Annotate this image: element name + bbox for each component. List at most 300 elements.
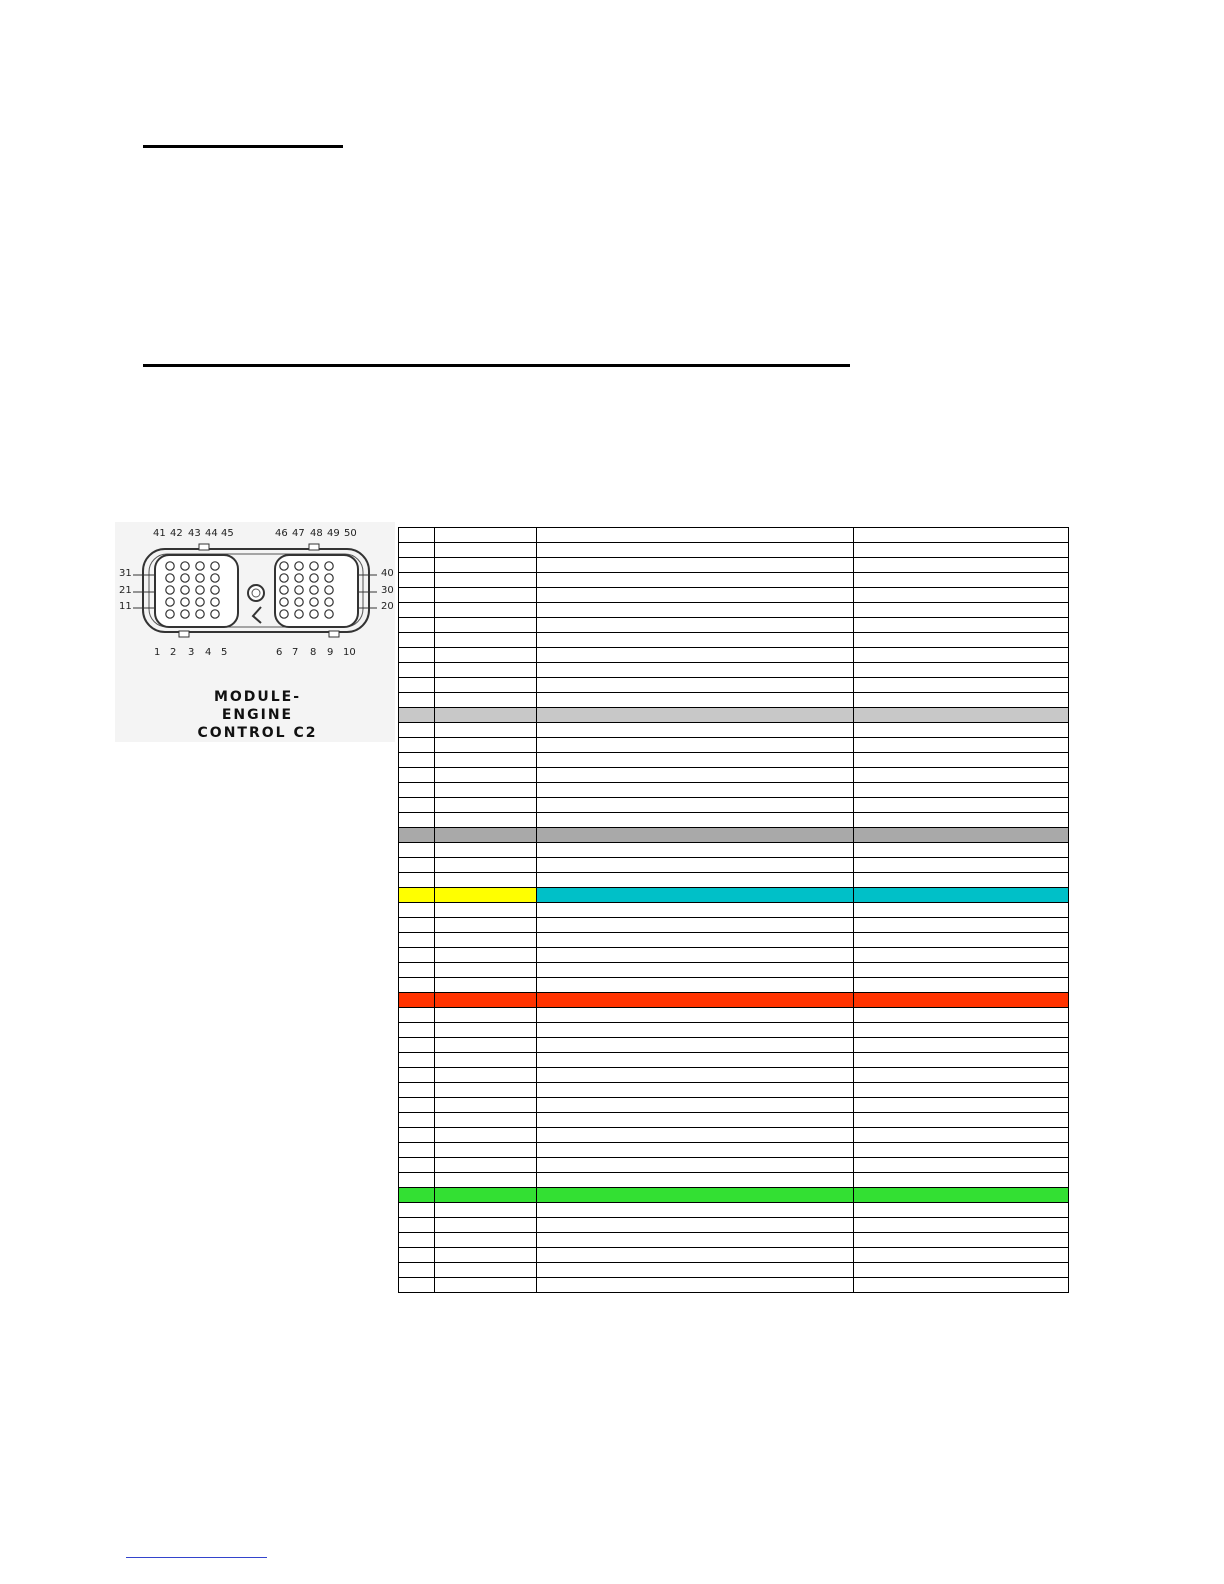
table-cell	[537, 753, 854, 768]
pin-hole	[196, 598, 204, 606]
table-cell	[854, 1053, 1069, 1068]
pin-hole	[166, 610, 174, 618]
table-row	[399, 783, 1069, 798]
table-cell	[537, 873, 854, 888]
table-cell	[435, 753, 537, 768]
table-cell	[435, 648, 537, 663]
pin-hole	[295, 598, 303, 606]
table-cell	[399, 633, 435, 648]
pin-number: 42	[170, 528, 183, 539]
table-cell	[435, 828, 537, 843]
table-cell	[399, 1158, 435, 1173]
table-cell	[435, 1203, 537, 1218]
pin-hole	[325, 610, 333, 618]
pin-hole	[295, 574, 303, 582]
pin-number: 41	[153, 528, 166, 539]
table-row	[399, 873, 1069, 888]
table-row	[399, 843, 1069, 858]
table-cell	[435, 858, 537, 873]
table-cell	[854, 828, 1069, 843]
table-cell	[854, 663, 1069, 678]
table-cell	[435, 1053, 537, 1068]
table-cell	[854, 1113, 1069, 1128]
table-row	[399, 888, 1069, 903]
pin-hole	[325, 586, 333, 594]
table-cell	[854, 573, 1069, 588]
table-row	[399, 1053, 1069, 1068]
table-cell	[435, 1098, 537, 1113]
table-cell	[399, 843, 435, 858]
table-cell	[537, 1083, 854, 1098]
table-cell	[537, 798, 854, 813]
table-row	[399, 1188, 1069, 1203]
pin-hole	[325, 562, 333, 570]
table-cell	[399, 618, 435, 633]
table-cell	[537, 528, 854, 543]
table-row	[399, 768, 1069, 783]
table-row	[399, 738, 1069, 753]
pin-hole	[166, 574, 174, 582]
table-cell	[435, 738, 537, 753]
table-row	[399, 543, 1069, 558]
table-cell	[537, 978, 854, 993]
table-cell	[435, 798, 537, 813]
table-cell	[537, 723, 854, 738]
table-cell	[537, 1008, 854, 1023]
pin-hole	[196, 562, 204, 570]
table-cell	[854, 618, 1069, 633]
pin-hole	[295, 610, 303, 618]
table-cell	[435, 603, 537, 618]
table-cell	[435, 1218, 537, 1233]
table-cell	[435, 1248, 537, 1263]
table-row	[399, 1023, 1069, 1038]
table-cell	[399, 603, 435, 618]
table-cell	[854, 888, 1069, 903]
table-cell	[399, 798, 435, 813]
table-cell	[435, 573, 537, 588]
table-cell	[854, 918, 1069, 933]
table-cell	[399, 1008, 435, 1023]
table-cell	[435, 678, 537, 693]
table-cell	[435, 633, 537, 648]
pin-hole	[166, 586, 174, 594]
pin-number: 49	[327, 528, 340, 539]
table-cell	[854, 723, 1069, 738]
table-cell	[854, 978, 1069, 993]
pin-hole	[181, 562, 189, 570]
table-cell	[537, 768, 854, 783]
table-cell	[537, 618, 854, 633]
connector-caption-line-3: CONTROL C2	[197, 725, 318, 741]
table-cell	[399, 1203, 435, 1218]
table-cell	[854, 558, 1069, 573]
table-cell	[854, 708, 1069, 723]
table-cell	[854, 1233, 1069, 1248]
table-cell	[399, 558, 435, 573]
table-cell	[435, 963, 537, 978]
table-cell	[854, 1023, 1069, 1038]
table-cell	[435, 813, 537, 828]
pin-hole	[280, 562, 288, 570]
table-cell	[854, 1083, 1069, 1098]
pin-hole	[181, 610, 189, 618]
table-cell	[435, 1233, 537, 1248]
connector-caption-line-1: MODULE-	[213, 689, 302, 705]
table-row	[399, 828, 1069, 843]
table-row	[399, 1173, 1069, 1188]
table-cell	[854, 1188, 1069, 1203]
table-cell	[537, 543, 854, 558]
table-cell	[854, 1143, 1069, 1158]
pin-hole	[181, 598, 189, 606]
table-cell	[854, 1098, 1069, 1113]
table-cell	[537, 858, 854, 873]
pin-hole	[310, 574, 318, 582]
table-cell	[399, 783, 435, 798]
table-cell	[399, 663, 435, 678]
table-row	[399, 528, 1069, 543]
table-cell	[435, 1263, 537, 1278]
connector-diagram	[115, 522, 395, 742]
table-cell	[399, 1143, 435, 1158]
table-row	[399, 1263, 1069, 1278]
pin-hole	[211, 574, 219, 582]
table-cell	[854, 963, 1069, 978]
table-cell	[537, 663, 854, 678]
table-row	[399, 1113, 1069, 1128]
table-cell	[537, 1098, 854, 1113]
pin-hole	[166, 562, 174, 570]
table-cell	[435, 558, 537, 573]
table-row	[399, 1248, 1069, 1263]
table-cell	[399, 888, 435, 903]
table-cell	[399, 1023, 435, 1038]
table-row	[399, 1203, 1069, 1218]
table-row	[399, 978, 1069, 993]
row-label: 40	[381, 568, 394, 579]
pin-hole	[310, 610, 318, 618]
table-cell	[399, 813, 435, 828]
table-cell	[435, 768, 537, 783]
pin-hole	[181, 574, 189, 582]
table-cell	[399, 1128, 435, 1143]
table-cell	[435, 978, 537, 993]
table-cell	[399, 858, 435, 873]
table-cell	[537, 1173, 854, 1188]
table-cell	[399, 918, 435, 933]
table-cell	[854, 783, 1069, 798]
pin-hole	[295, 586, 303, 594]
table-cell	[435, 693, 537, 708]
table-cell	[435, 933, 537, 948]
pin-hole	[310, 562, 318, 570]
table-cell	[399, 1053, 435, 1068]
table-cell	[854, 1248, 1069, 1263]
table-cell	[537, 678, 854, 693]
pin-number: 47	[292, 528, 305, 539]
table-cell	[399, 933, 435, 948]
table-cell	[399, 1233, 435, 1248]
table-row	[399, 1158, 1069, 1173]
table-cell	[537, 588, 854, 603]
table-cell	[854, 858, 1069, 873]
table-cell	[854, 948, 1069, 963]
table-row	[399, 663, 1069, 678]
table-cell	[435, 1008, 537, 1023]
table-row	[399, 813, 1069, 828]
pin-number: 6	[276, 647, 283, 658]
table-cell	[537, 783, 854, 798]
table-row	[399, 1128, 1069, 1143]
table-row	[399, 1068, 1069, 1083]
table-cell	[435, 843, 537, 858]
table-cell	[854, 693, 1069, 708]
table-cell	[435, 1173, 537, 1188]
table-row	[399, 918, 1069, 933]
table-cell	[537, 1203, 854, 1218]
table-cell	[435, 1113, 537, 1128]
table-cell	[399, 1173, 435, 1188]
pin-number: 3	[188, 647, 195, 658]
footer-link-underline	[126, 1557, 267, 1558]
table-row	[399, 993, 1069, 1008]
table-cell	[435, 873, 537, 888]
table-cell	[435, 723, 537, 738]
pin-number: 48	[310, 528, 323, 539]
pin-number: 8	[310, 647, 317, 658]
table-cell	[537, 693, 854, 708]
table-cell	[537, 933, 854, 948]
pin-number: 9	[327, 647, 334, 658]
table-cell	[537, 573, 854, 588]
table-cell	[435, 1083, 537, 1098]
table-cell	[435, 918, 537, 933]
table-cell	[537, 888, 854, 903]
table-cell	[537, 738, 854, 753]
table-cell	[854, 678, 1069, 693]
pin-number: 45	[221, 528, 234, 539]
table-cell	[537, 1053, 854, 1068]
table-cell	[854, 798, 1069, 813]
table-row	[399, 798, 1069, 813]
table-cell	[435, 528, 537, 543]
table-cell	[537, 918, 854, 933]
pinout-table	[398, 527, 1069, 1293]
table-cell	[537, 708, 854, 723]
row-label: 11	[119, 601, 132, 612]
table-cell	[399, 1113, 435, 1128]
table-cell	[399, 573, 435, 588]
pin-hole	[196, 586, 204, 594]
heading-underline-1	[143, 145, 343, 148]
table-cell	[399, 693, 435, 708]
pin-hole	[211, 586, 219, 594]
table-cell	[399, 588, 435, 603]
table-row	[399, 648, 1069, 663]
pin-hole	[196, 574, 204, 582]
table-row	[399, 1038, 1069, 1053]
table-cell	[399, 993, 435, 1008]
table-cell	[435, 1143, 537, 1158]
pin-number: 7	[292, 647, 299, 658]
table-cell	[435, 708, 537, 723]
table-cell	[435, 1188, 537, 1203]
table-row	[399, 1098, 1069, 1113]
table-row	[399, 588, 1069, 603]
table-cell	[854, 633, 1069, 648]
table-cell	[399, 903, 435, 918]
table-cell	[435, 1158, 537, 1173]
table-cell	[854, 603, 1069, 618]
table-cell	[854, 903, 1069, 918]
table-cell	[399, 873, 435, 888]
table-cell	[435, 1128, 537, 1143]
table-cell	[435, 1278, 537, 1293]
table-cell	[399, 678, 435, 693]
table-cell	[399, 978, 435, 993]
table-row	[399, 1233, 1069, 1248]
table-cell	[435, 663, 537, 678]
row-label: 30	[381, 585, 394, 596]
table-cell	[537, 1248, 854, 1263]
table-cell	[537, 813, 854, 828]
table-row	[399, 858, 1069, 873]
table-cell	[854, 843, 1069, 858]
table-cell	[399, 948, 435, 963]
table-cell	[537, 948, 854, 963]
table-row	[399, 948, 1069, 963]
pin-hole	[325, 598, 333, 606]
table-cell	[399, 528, 435, 543]
table-cell	[854, 648, 1069, 663]
table-cell	[435, 888, 537, 903]
pin-number: 46	[275, 528, 288, 539]
table-cell	[854, 993, 1069, 1008]
table-row	[399, 678, 1069, 693]
table-cell	[435, 1068, 537, 1083]
pin-number: 1	[154, 647, 161, 658]
table-row	[399, 903, 1069, 918]
table-cell	[399, 708, 435, 723]
table-row	[399, 1278, 1069, 1293]
pin-number: 5	[221, 647, 228, 658]
table-cell	[854, 543, 1069, 558]
table-cell	[537, 648, 854, 663]
pin-number: 50	[344, 528, 357, 539]
table-cell	[854, 1218, 1069, 1233]
table-cell	[399, 963, 435, 978]
pin-hole	[325, 574, 333, 582]
table-cell	[854, 1038, 1069, 1053]
table-cell	[399, 543, 435, 558]
table-cell	[399, 723, 435, 738]
pinout-table-body	[399, 528, 1069, 1293]
table-cell	[537, 963, 854, 978]
table-cell	[854, 1068, 1069, 1083]
pin-hole	[181, 586, 189, 594]
table-cell	[537, 633, 854, 648]
table-cell	[854, 528, 1069, 543]
table-cell	[435, 1038, 537, 1053]
pin-hole	[280, 610, 288, 618]
table-cell	[399, 1218, 435, 1233]
table-cell	[399, 1188, 435, 1203]
row-label: 31	[119, 568, 132, 579]
pin-number: 43	[188, 528, 201, 539]
table-cell	[537, 1263, 854, 1278]
table-row	[399, 693, 1069, 708]
table-cell	[399, 1038, 435, 1053]
table-row	[399, 1143, 1069, 1158]
pin-hole	[310, 586, 318, 594]
pin-hole	[295, 562, 303, 570]
pin-hole	[280, 586, 288, 594]
table-cell	[537, 1068, 854, 1083]
table-cell	[435, 903, 537, 918]
table-cell	[854, 933, 1069, 948]
table-cell	[854, 1008, 1069, 1023]
table-row	[399, 723, 1069, 738]
table-cell	[537, 1188, 854, 1203]
pin-hole	[211, 610, 219, 618]
pin-hole	[211, 598, 219, 606]
heading-underline-2	[143, 364, 850, 367]
table-cell	[435, 948, 537, 963]
table-cell	[854, 873, 1069, 888]
table-cell	[399, 753, 435, 768]
table-row	[399, 1083, 1069, 1098]
row-label: 21	[119, 585, 132, 596]
table-cell	[399, 1278, 435, 1293]
table-cell	[537, 828, 854, 843]
pin-hole	[211, 562, 219, 570]
table-cell	[399, 828, 435, 843]
table-cell	[435, 543, 537, 558]
table-cell	[399, 768, 435, 783]
table-cell	[537, 1023, 854, 1038]
table-cell	[537, 1038, 854, 1053]
table-cell	[854, 1158, 1069, 1173]
connector-caption-line-2: ENGINE	[221, 707, 294, 723]
pin-number: 2	[170, 647, 177, 658]
table-row	[399, 1218, 1069, 1233]
table-cell	[399, 1083, 435, 1098]
table-cell	[399, 738, 435, 753]
table-cell	[537, 1233, 854, 1248]
table-cell	[399, 1263, 435, 1278]
pin-hole	[280, 598, 288, 606]
table-row	[399, 933, 1069, 948]
table-cell	[854, 1173, 1069, 1188]
table-cell	[537, 1113, 854, 1128]
table-cell	[537, 1128, 854, 1143]
table-cell	[537, 1143, 854, 1158]
table-cell	[537, 558, 854, 573]
table-cell	[537, 1158, 854, 1173]
table-cell	[854, 1278, 1069, 1293]
table-cell	[854, 588, 1069, 603]
table-row	[399, 1008, 1069, 1023]
table-cell	[854, 1203, 1069, 1218]
table-cell	[854, 1128, 1069, 1143]
table-cell	[854, 753, 1069, 768]
table-cell	[399, 648, 435, 663]
pin-hole	[280, 574, 288, 582]
table-cell	[854, 768, 1069, 783]
pin-number: 10	[343, 647, 356, 658]
table-cell	[435, 783, 537, 798]
